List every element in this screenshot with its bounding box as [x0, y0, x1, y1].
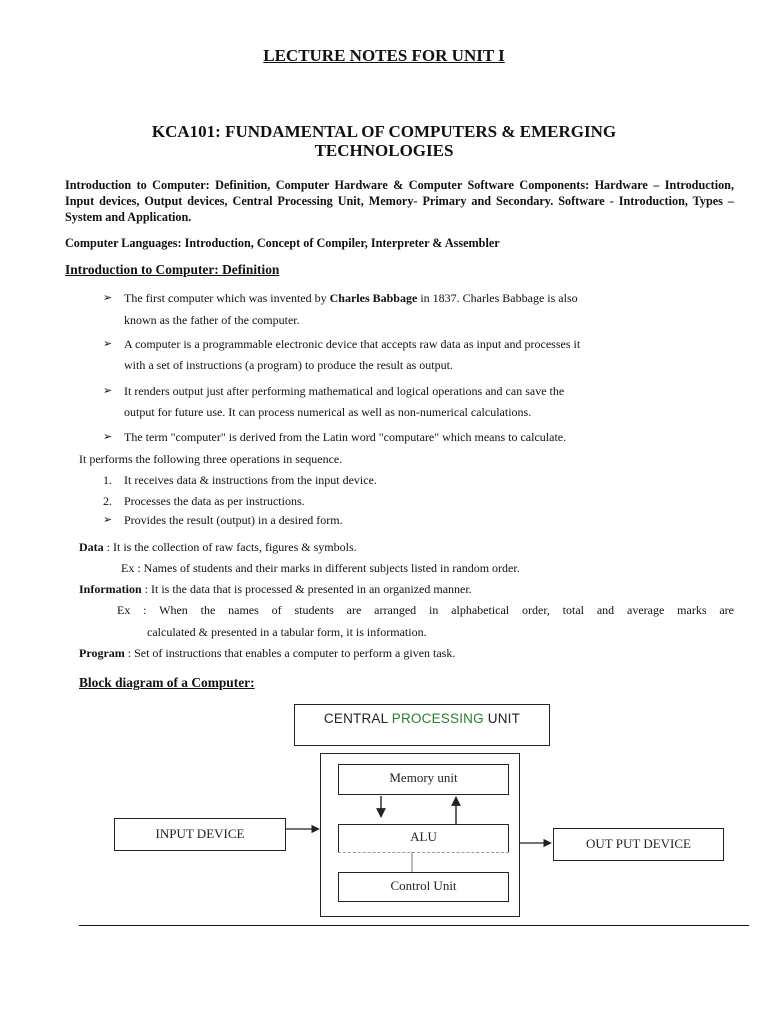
syllabus-paragraph: Introduction to Computer: Definition, Computer Hardware & Computer Software Components: Hardware – Introduction, Input devices, Output devices, Central Processing Unit, Memory- Primary and Secondary. Software - Introduction, Types – System and Application.	[65, 178, 734, 224]
bullet-text-suffix: in 1837. Charles Babbage is also	[417, 291, 578, 305]
cpu-label-part3: UNIT	[483, 711, 521, 726]
course-title-line2: TECHNOLOGIES	[314, 141, 454, 160]
bullet-arrow-icon: ➢	[103, 292, 113, 304]
bullet-text-bold: Charles Babbage	[329, 291, 418, 305]
list-item-text: Processes the data as per instructions.	[124, 494, 305, 508]
document-title: LECTURE NOTES FOR UNIT I	[263, 46, 505, 65]
program-def-text: : Set of instructions that enables a computer to perform a given task.	[124, 646, 456, 660]
data-term: Data	[79, 540, 104, 554]
information-term: Information	[79, 582, 142, 596]
memory-unit-label: Memory unit	[389, 770, 458, 785]
cpu-label-part2: PROCESSING	[391, 711, 484, 726]
list-item-text: It receives data & instructions from the input device.	[124, 473, 377, 487]
bullet-text-line: A computer is a programmable electronic device that accepts raw data as input and processes it	[124, 337, 581, 351]
bullet-text-line: known as the father of the computer.	[124, 313, 300, 327]
list-item-text: Provides the result (output) in a desired form.	[124, 513, 343, 527]
input-device-label: INPUT DEVICE	[155, 826, 245, 841]
bullet-arrow-icon: ➢	[103, 385, 113, 397]
bullet-arrow-icon: ➢	[103, 514, 113, 526]
alu-label: ALU	[410, 829, 437, 844]
bullet-text-line: output for future use. It can process numerical as well as non-numerical calculations.	[124, 405, 532, 419]
information-def-text: : It is the data that is processed & presented in an organized manner.	[141, 582, 472, 596]
syllabus-languages: Computer Languages: Introduction, Concept of Compiler, Interpreter & Assembler	[65, 236, 500, 250]
cpu-label-part1: CENTRAL	[323, 711, 392, 726]
course-title-line1: KCA101: FUNDAMENTAL OF COMPUTERS & EMERGING	[151, 122, 617, 141]
footer-rule	[79, 925, 749, 926]
program-term: Program	[79, 646, 125, 660]
data-example: Ex : Names of students and their marks in different subjects listed in random order.	[121, 561, 520, 575]
output-device-label: OUT PUT DEVICE	[586, 836, 691, 851]
list-marker: 2.	[103, 494, 112, 508]
operations-intro: It performs the following three operations in sequence.	[79, 452, 343, 466]
list-marker: 1.	[103, 473, 112, 487]
information-example-line2: calculated & presented in a tabular form, it is information.	[147, 625, 427, 639]
section-heading-block-diagram: Block diagram of a Computer:	[79, 675, 255, 690]
information-example-line1: Ex : When the names of students are arranged in alphabetical order, total and average marks are	[117, 603, 734, 617]
section-heading-definition: Introduction to Computer: Definition	[65, 262, 280, 277]
bullet-text-prefix: The first computer which was invented by	[124, 291, 330, 305]
data-def-text: : It is the collection of raw facts, figures & symbols.	[103, 540, 357, 554]
bullet-text-line: It renders output just after performing mathematical and logical operations and can save the	[124, 384, 565, 398]
bullet-text-line: The term "computer" is derived from the Latin word "computare" which means to calculate.	[124, 430, 567, 444]
bullet-arrow-icon: ➢	[103, 431, 113, 443]
bullet-text-line: with a set of instructions (a program) to produce the result as output.	[124, 358, 453, 372]
control-unit-label: Control Unit	[390, 878, 457, 893]
bullet-arrow-icon: ➢	[103, 338, 113, 350]
